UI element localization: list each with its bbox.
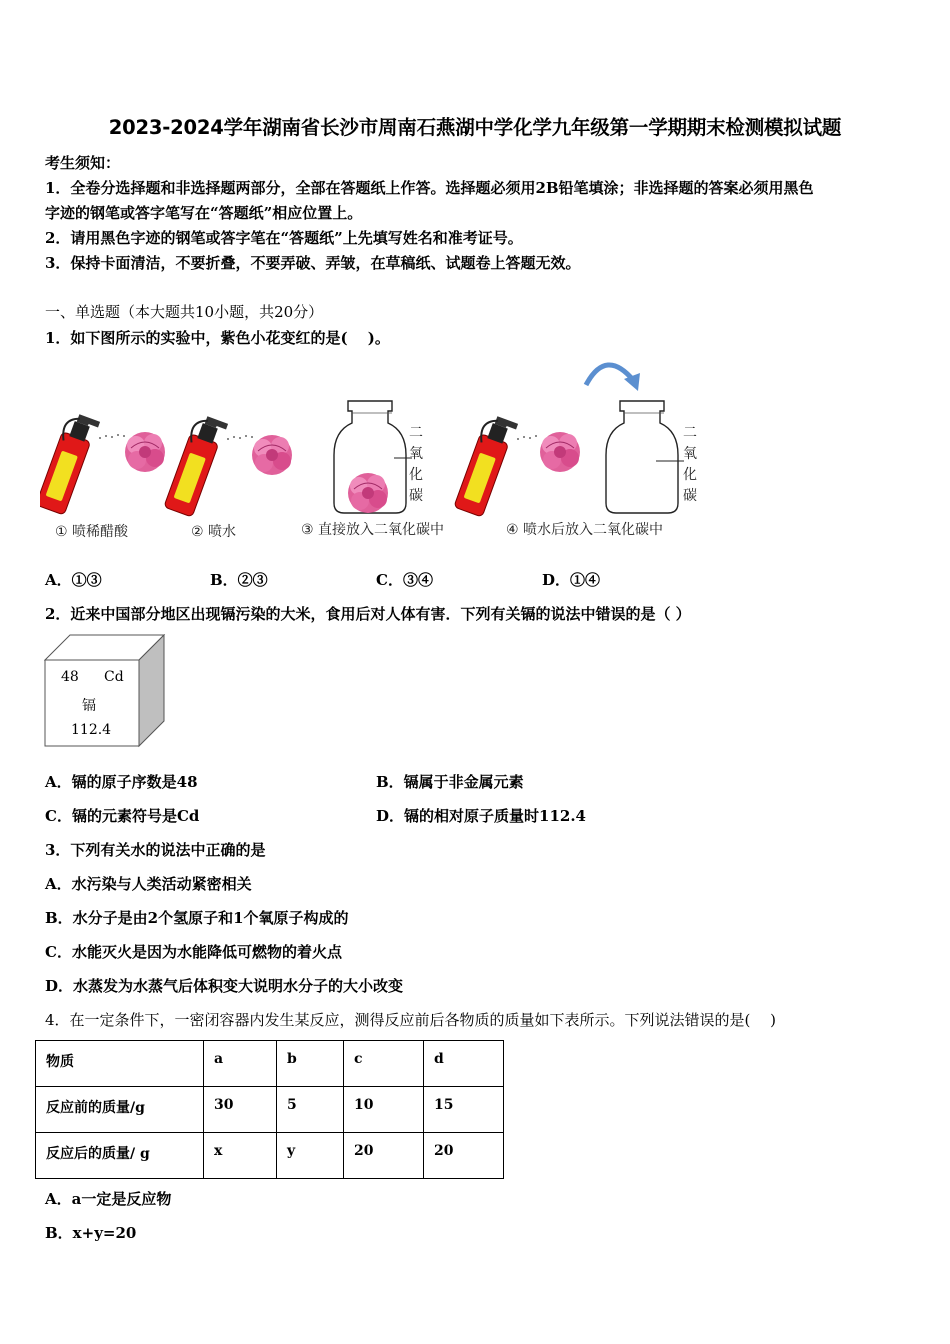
element-symbol: Cd bbox=[104, 669, 124, 685]
q1-option-b: B．②③ bbox=[210, 571, 268, 589]
q1-caption-1: ① 喷稀醋酸 bbox=[55, 524, 129, 540]
table-cell: 15 bbox=[424, 1087, 504, 1133]
table-cell: c bbox=[344, 1041, 424, 1087]
q4-stem: 4．在一定条件下，一密闭容器内发生某反应，测得反应前后各物质的质量如下表所示。下列说法错误的是( ) bbox=[45, 1011, 777, 1029]
notice-line-3: 3．保持卡面清洁，不要折叠，不要弄破、弄皱，在草稿纸、试题卷上答题无效。 bbox=[45, 254, 581, 272]
table-row bbox=[36, 1087, 504, 1133]
q1-stem: 1．如下图所示的实验中，紫色小花变红的是( )。 bbox=[45, 329, 390, 347]
q2-option-c: C．镉的元素符号是Cd bbox=[45, 807, 200, 825]
q1-caption-4: ④ 喷水后放入二氧化碳中 bbox=[506, 522, 664, 538]
q2-option-a: A．镉的原子序数是48 bbox=[45, 773, 198, 791]
jar4-label: 二 氧 化 碳 bbox=[683, 425, 697, 504]
q3-option-c: C．水能灭火是因为水能降低可燃物的着火点 bbox=[45, 943, 342, 961]
table-cell: a bbox=[204, 1041, 277, 1087]
table-cell: 10 bbox=[344, 1087, 424, 1133]
notice-line-2: 2．请用黑色字迹的钢笔或答字笔在“答题纸”上先填写姓名和准考证号。 bbox=[45, 229, 523, 247]
page-title: 2023-2024学年湖南省长沙市周南石燕湖中学化学九年级第一学期期末检测模拟试题 bbox=[108, 116, 842, 139]
q2-stem: 2．近来中国部分地区出现镉污染的大米，食用后对人体有害．下列有关镉的说法中错误的是（ ） bbox=[45, 605, 691, 623]
table-cell: x bbox=[204, 1133, 277, 1179]
table-cell: 反应前的质量/g bbox=[36, 1087, 204, 1133]
q3-option-a: A．水污染与人类活动紧密相关 bbox=[45, 875, 252, 893]
q1-option-d: D．①④ bbox=[542, 571, 601, 589]
table-row bbox=[36, 1041, 504, 1087]
table-row bbox=[36, 1133, 504, 1179]
jar3-label: 二 氧 化 碳 bbox=[409, 425, 423, 504]
element-name: 镉 bbox=[82, 698, 96, 714]
notice-line-1b: 字迹的钢笔或答字笔写在“答题纸”相应位置上。 bbox=[45, 204, 363, 222]
q1-option-c: C．③④ bbox=[376, 571, 433, 589]
q3-option-b: B．水分子是由2个氢原子和1个氧原子构成的 bbox=[45, 909, 349, 927]
q1-option-a: A．①③ bbox=[45, 571, 102, 589]
q4-mass-table bbox=[35, 1040, 504, 1179]
element-number: 48 bbox=[61, 669, 79, 685]
q3-option-d: D．水蒸发为水蒸气后体积变大说明水分子的大小改变 bbox=[45, 977, 404, 995]
table-cell: 20 bbox=[424, 1133, 504, 1179]
q2-option-d: D．镉的相对原子质量时112.4 bbox=[376, 807, 586, 825]
table-cell: 30 bbox=[204, 1087, 277, 1133]
table-cell: 反应后的质量/ g bbox=[36, 1133, 204, 1179]
q2-option-b: B．镉属于非金属元素 bbox=[376, 773, 524, 791]
notice-heading: 考生须知： bbox=[45, 154, 121, 172]
element-mass: 112.4 bbox=[71, 722, 112, 738]
notice-line-1a: 1．全卷分选择题和非选择题两部分，全部在答题纸上作答。选择题必须用2B铅笔填涂；非选择题的答案必须用黑色 bbox=[45, 179, 814, 197]
table-cell: b bbox=[277, 1041, 344, 1087]
section-heading: 一、单选题（本大题共10小题，共20分） bbox=[45, 303, 324, 321]
q1-caption-3: ③ 直接放入二氧化碳中 bbox=[301, 522, 445, 538]
q4-option-a: A．a一定是反应物 bbox=[45, 1190, 172, 1208]
table-cell: 20 bbox=[344, 1133, 424, 1179]
table-cell: d bbox=[424, 1041, 504, 1087]
table-cell: 物质 bbox=[36, 1041, 204, 1087]
q1-caption-2: ② 喷水 bbox=[191, 524, 237, 540]
q4-option-b: B．x+y=20 bbox=[45, 1224, 137, 1242]
q3-stem: 3．下列有关水的说法中正确的是 bbox=[45, 841, 266, 859]
table-cell: y bbox=[277, 1133, 344, 1179]
table-cell: 5 bbox=[277, 1087, 344, 1133]
